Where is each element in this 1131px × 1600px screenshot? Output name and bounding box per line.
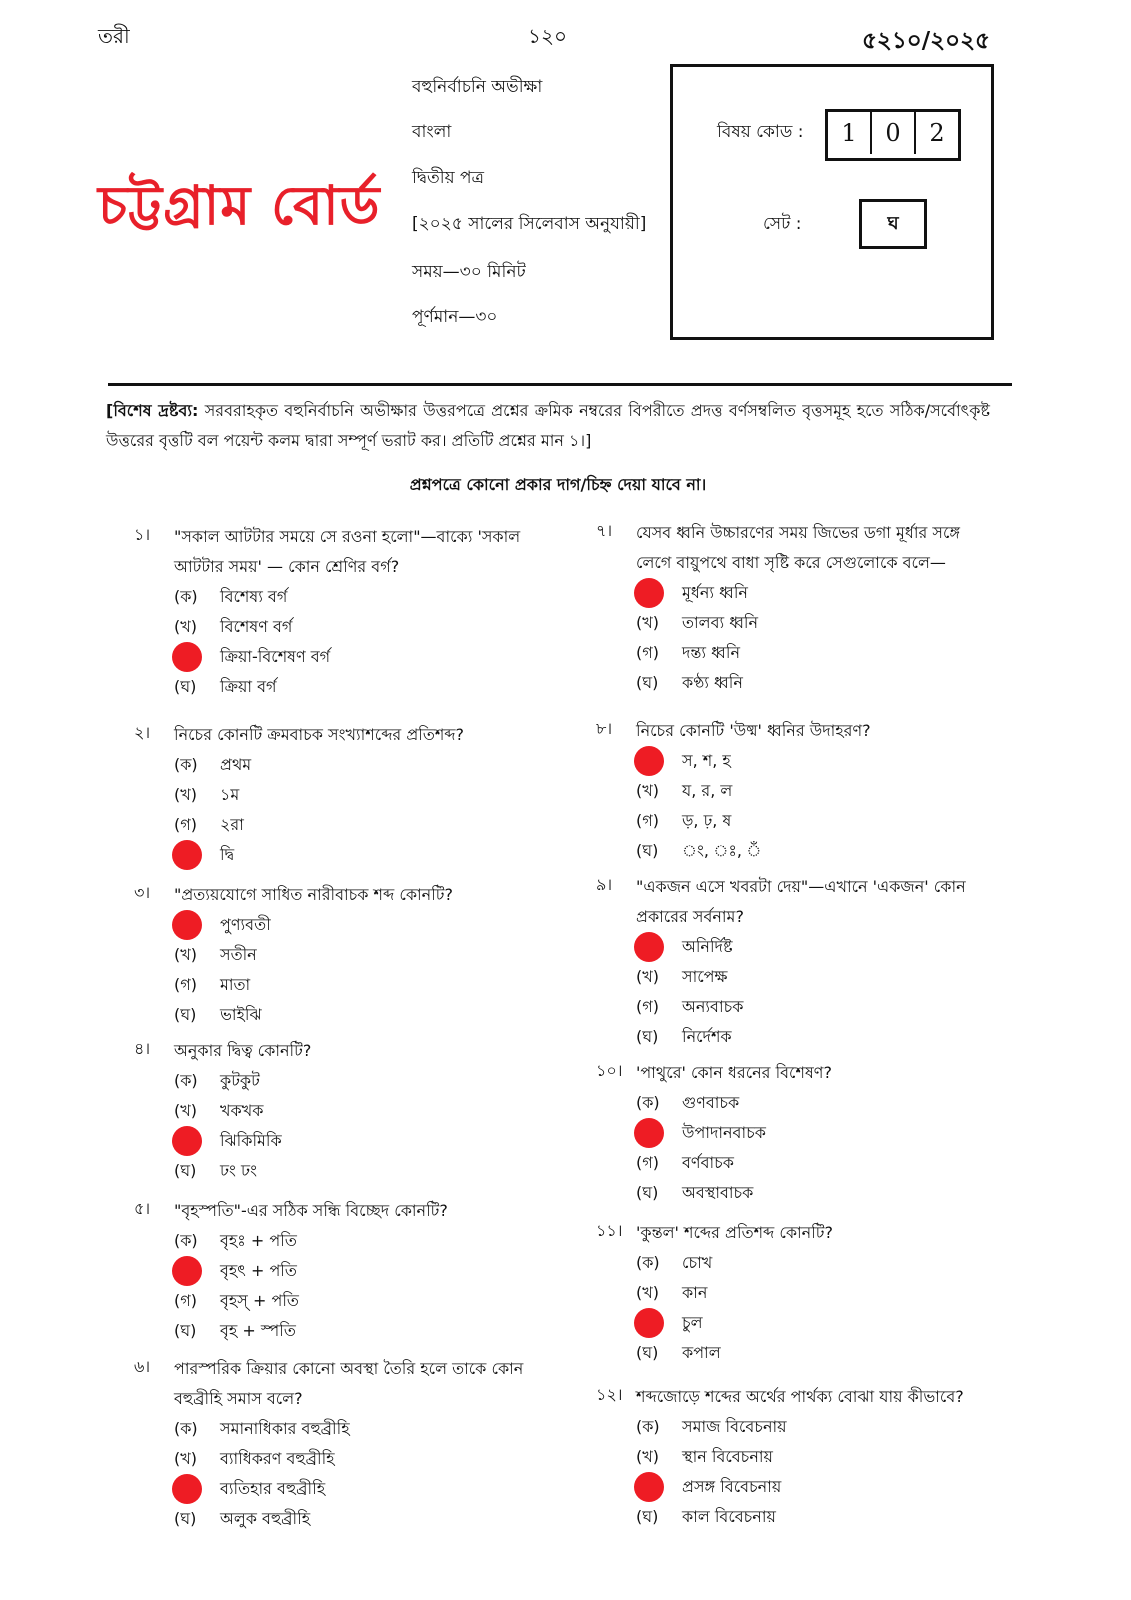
answer-filled-circle — [634, 1118, 664, 1148]
board-title: চট্টগ্রাম বোর্ড — [98, 174, 381, 237]
option-list — [636, 1088, 996, 1208]
option — [636, 608, 996, 638]
option-label: (খ) — [636, 781, 659, 800]
question-number: ৭। — [596, 521, 613, 540]
set-label: সেট : — [763, 214, 802, 234]
option-label: (খ) — [636, 1283, 659, 1302]
option — [174, 1156, 524, 1186]
option-text: অন্যবাচক — [682, 997, 744, 1016]
option — [174, 582, 524, 612]
option-list — [174, 582, 524, 702]
option-label: (ক) — [174, 1231, 198, 1250]
question — [134, 522, 524, 702]
option-label: (ঘ) — [174, 1161, 197, 1180]
option-text: কপাল — [682, 1343, 721, 1362]
option-label: (ক) — [174, 755, 198, 774]
question-text: নিচের কোনটি ক্রমবাচক সংখ্যাশব্দের প্রতিশব্দ? — [174, 725, 465, 744]
option — [636, 1442, 996, 1472]
question-text: 'কুন্তল' শব্দের প্রতিশব্দ কোনটি? — [636, 1223, 834, 1242]
option-label: (ক) — [174, 587, 198, 606]
question-text: অনুকার দ্বিত্ব কোনটি? — [174, 1041, 312, 1060]
option — [174, 970, 524, 1000]
option-text: দন্ত্য ধ্বনি — [682, 643, 741, 662]
option-list — [174, 910, 524, 1030]
option-list — [636, 1412, 996, 1532]
option-label: (গ) — [174, 975, 197, 994]
option-text: কাল বিবেচনায় — [682, 1507, 776, 1526]
option — [636, 1088, 996, 1118]
option-label: (ঘ) — [174, 1509, 197, 1528]
option-text: সমাজ বিবেচনায় — [682, 1417, 787, 1436]
option — [174, 1504, 524, 1534]
option-text: ড়, ঢ়, ষ — [682, 811, 732, 830]
option-list — [636, 578, 996, 698]
option — [636, 1248, 996, 1278]
set-value: ঘ — [859, 199, 927, 249]
option — [636, 1278, 996, 1308]
option-text: ব্যাধিকরণ বহুব্রীহি — [220, 1449, 335, 1468]
option — [636, 668, 996, 698]
option — [636, 776, 996, 806]
option-text: সাপেক্ষ — [682, 967, 728, 986]
exam-subject: বাংলা — [412, 122, 452, 142]
option — [636, 1412, 996, 1442]
option-list — [174, 1226, 524, 1346]
option-label: (খ) — [174, 1101, 197, 1120]
option-label: (খ) — [636, 967, 659, 986]
question — [596, 872, 996, 1052]
answer-filled-circle — [634, 1308, 664, 1338]
option — [174, 1096, 524, 1126]
option — [174, 1226, 524, 1256]
option — [636, 806, 996, 836]
option — [636, 746, 996, 776]
header-left: তরী — [98, 24, 130, 48]
option-label: (ক) — [174, 1419, 198, 1438]
option — [636, 1502, 996, 1532]
answer-filled-circle — [172, 1474, 202, 1504]
option-text: ক্রিয়া-বিশেষণ বর্গ — [220, 647, 331, 666]
option — [174, 1414, 524, 1444]
option — [174, 1256, 524, 1286]
option — [636, 836, 996, 866]
option — [174, 1126, 524, 1156]
option-text: ব্যতিহার বহুব্রীহি — [220, 1479, 326, 1498]
option-label: (খ) — [174, 785, 197, 804]
option-text: ২রা — [220, 815, 244, 834]
instructions-label: [বিশেষ দ্রষ্টব্য: — [106, 401, 199, 420]
option — [174, 910, 524, 940]
question-number: ১২। — [596, 1385, 623, 1404]
option — [636, 1022, 996, 1052]
option-text: কুটকুট — [220, 1071, 260, 1090]
option-label: (গ) — [636, 997, 659, 1016]
question-text: "সকাল আটটার সময়ে সে রওনা হলো"—বাক্যে 'সকাল আটটার সময়' — কোন শ্রেণির বর্গ? — [174, 527, 521, 576]
option — [174, 642, 524, 672]
option — [174, 810, 524, 840]
exam-full-marks: পূর্ণমান—৩০ — [412, 307, 498, 327]
option — [174, 1444, 524, 1474]
option-label: (ক) — [636, 1093, 660, 1112]
subject-code-digit: 1 — [828, 112, 872, 154]
option-text: বিশেষণ বর্গ — [220, 617, 293, 636]
option-text: অবস্থাবাচক — [682, 1183, 754, 1202]
question-number: ৮। — [596, 719, 613, 738]
option-text: ১ম — [220, 785, 240, 804]
option — [636, 1472, 996, 1502]
option — [636, 578, 996, 608]
page-number: ১২০ — [528, 24, 567, 48]
option-label: (ক) — [174, 1071, 198, 1090]
option — [174, 612, 524, 642]
option-text: দ্বি — [220, 845, 235, 864]
answer-filled-circle — [634, 746, 664, 776]
question-number: ১১। — [596, 1221, 623, 1240]
option-text: নির্দেশক — [682, 1027, 732, 1046]
option — [636, 1338, 996, 1368]
option — [636, 638, 996, 668]
option-text: কান — [682, 1283, 708, 1302]
option-label: (ঘ) — [174, 1321, 197, 1340]
question — [134, 1196, 524, 1346]
option-text: স্থান বিবেচনায় — [682, 1447, 773, 1466]
option-text: পুণ্যবতী — [220, 915, 271, 934]
option-label: (ঘ) — [636, 841, 659, 860]
exam-paper: দ্বিতীয় পত্র — [412, 168, 485, 188]
option-text: চুল — [682, 1313, 703, 1332]
exam-type: বহুনির্বাচনি অভীক্ষা — [412, 77, 543, 97]
option-text: য, র, ল — [682, 781, 733, 800]
option-text: বৃহ + স্পতি — [220, 1321, 296, 1340]
option-text: সতীন — [220, 945, 257, 964]
option — [636, 992, 996, 1022]
option-text: অনির্দিষ্ট — [682, 937, 733, 956]
question-text: "প্রত্যয়যোগে সাধিত নারীবাচক শব্দ কোনটি? — [174, 885, 453, 904]
option-text: মূর্ধন্য ধ্বনি — [682, 583, 748, 602]
option-label: (ক) — [636, 1253, 660, 1272]
question — [134, 720, 524, 870]
option-text: ং, ঃ, ঁ — [682, 841, 762, 860]
question-text: যেসব ধ্বনি উচ্চারণের সময় জিভের ডগা মূর্ধার সঙ্গে লেগে বায়ুপথে বাধা সৃষ্টি করে সেগুলোকে বলে— — [636, 523, 961, 572]
divider — [108, 383, 1012, 386]
option-text: বিশেষ্য বর্গ — [220, 587, 288, 606]
question — [134, 1354, 524, 1534]
question — [596, 1218, 996, 1368]
question — [596, 716, 996, 866]
option-label: (ঘ) — [636, 1183, 659, 1202]
option-text: ক্রিয়া বর্গ — [220, 677, 277, 696]
question-code: ৫২১০/২০২৫ — [862, 28, 990, 54]
option-label: (গ) — [174, 1291, 197, 1310]
option-label: (গ) — [636, 811, 659, 830]
exam-time: সময়—৩০ মিনিট — [412, 262, 526, 282]
option-label: (খ) — [174, 617, 197, 636]
question — [596, 1058, 996, 1208]
option — [174, 1066, 524, 1096]
option-list — [174, 1414, 524, 1534]
instructions — [106, 396, 990, 456]
option-text: স, শ, হ — [682, 751, 731, 770]
answer-filled-circle — [172, 1256, 202, 1286]
answer-filled-circle — [634, 932, 664, 962]
option — [636, 962, 996, 992]
option-text: ঝিকিমিকি — [220, 1131, 282, 1150]
subject-code-digit: 2 — [929, 119, 945, 147]
option-label: (খ) — [636, 1447, 659, 1466]
option — [636, 932, 996, 962]
option — [174, 1316, 524, 1346]
code-box — [670, 64, 994, 340]
option-list — [636, 746, 996, 866]
option-list — [174, 1066, 524, 1186]
question-number: ৩। — [134, 883, 151, 902]
option — [174, 1000, 524, 1030]
question-number: ১০। — [596, 1061, 623, 1080]
option-label: (ঘ) — [174, 1005, 197, 1024]
instructions-text: সরবরাহকৃত বহুনির্বাচনি অভীক্ষার উত্তরপত্রে প্রশ্নের ক্রমিক নম্বরের বিপরীতে প্রদত্ত বর্ণসম্বলিত বৃত্তসমূহ হতে সঠিক/সর্বোৎকৃষ্ট উত্তরের বৃত্তটি বল পয়েন্ট কলম দ্বারা সম্পূর্ণ ভরাট কর। প্রতিটি প্রশ্নের মান ১।] — [106, 401, 990, 450]
option-text: বৃহঃ + পতি — [220, 1231, 297, 1250]
option-label: (ঘ) — [636, 1343, 659, 1362]
option-text: কণ্ঠ্য ধ্বনি — [682, 673, 743, 692]
option — [636, 1178, 996, 1208]
option-text: প্রথম — [220, 755, 252, 774]
option — [174, 750, 524, 780]
option-label: (ক) — [636, 1417, 660, 1436]
option — [636, 1118, 996, 1148]
subject-code-label: বিষয় কোড : — [717, 122, 804, 142]
marking-warning: প্রশ্নপত্রে কোনো প্রকার দাগ/চিহ্ন দেয়া যাবে না। — [409, 475, 707, 494]
option-text: চোখ — [682, 1253, 713, 1272]
question-text: পারস্পরিক ক্রিয়ার কোনো অবস্থা তৈরি হলে তাকে কোন বহুব্রীহি সমাস বলে? — [174, 1359, 524, 1408]
option — [174, 1286, 524, 1316]
option-label: (খ) — [174, 945, 197, 964]
option-text: ভাইঝি — [220, 1005, 262, 1024]
answer-filled-circle — [634, 578, 664, 608]
option — [636, 1308, 996, 1338]
question — [134, 1036, 524, 1186]
option-label: (ঘ) — [636, 1507, 659, 1526]
option — [636, 1148, 996, 1178]
question-number: ৫। — [134, 1199, 151, 1218]
option-text: প্রসঙ্গ বিবেচনায় — [682, 1477, 782, 1496]
option-label: (খ) — [174, 1449, 197, 1468]
option-label: (গ) — [174, 815, 197, 834]
option-text: বৃহৎ + পতি — [220, 1261, 297, 1280]
subject-code-cells — [825, 109, 961, 161]
option-text: তালব্য ধ্বনি — [682, 613, 759, 632]
subject-code-digit: 0 — [872, 112, 916, 154]
question — [134, 880, 524, 1030]
question-text: 'পাথুরে' কোন ধরনের বিশেষণ? — [636, 1063, 832, 1082]
option-text: বর্ণবাচক — [682, 1153, 734, 1172]
answer-filled-circle — [634, 1472, 664, 1502]
option-label: (গ) — [636, 643, 659, 662]
question-number: ১। — [134, 525, 151, 544]
option-text: বৃহস্ + পতি — [220, 1291, 299, 1310]
option-text: গুণবাচক — [682, 1093, 740, 1112]
option-text: খকখক — [220, 1101, 264, 1120]
exam-syllabus: [২০২৫ সালের সিলেবাস অনুযায়ী] — [412, 214, 647, 234]
option-label: (খ) — [636, 613, 659, 632]
option-list — [636, 932, 996, 1052]
question-text: "একজন এসে খবরটা দেয়"—এখানে 'একজন' কোন প্রকারের সর্বনাম? — [636, 877, 966, 926]
question-text: শব্দজোড়ে শব্দের অর্থের পার্থক্য বোঝা যায় কীভাবে? — [636, 1387, 964, 1406]
option-text: সমানাধিকার বহুব্রীহি — [220, 1419, 350, 1438]
option — [174, 672, 524, 702]
question-number: ২। — [134, 723, 151, 742]
option-label: (ঘ) — [636, 673, 659, 692]
option-text: অলুক বহুব্রীহি — [220, 1509, 311, 1528]
question-number: ৪। — [134, 1039, 151, 1058]
option-label: (গ) — [636, 1153, 659, 1172]
answer-filled-circle — [172, 642, 202, 672]
option-label: (ঘ) — [636, 1027, 659, 1046]
option-list — [174, 750, 524, 870]
option — [174, 940, 524, 970]
answer-filled-circle — [172, 910, 202, 940]
option-text: ঢং ঢং — [220, 1161, 257, 1180]
answer-filled-circle — [172, 840, 202, 870]
question — [596, 518, 996, 698]
option-text: মাতা — [220, 975, 251, 994]
question-number: ৯। — [596, 875, 613, 894]
question-text: নিচের কোনটি 'উষ্ম' ধ্বনির উদাহরণ? — [636, 721, 871, 740]
option — [174, 1474, 524, 1504]
question — [596, 1382, 996, 1532]
question-text: "বৃহস্পতি"-এর সঠিক সন্ধি বিচ্ছেদ কোনটি? — [174, 1201, 448, 1220]
option-list — [636, 1248, 996, 1368]
answer-filled-circle — [172, 1126, 202, 1156]
option — [174, 840, 524, 870]
option-text: উপাদানবাচক — [682, 1123, 766, 1142]
question-number: ৬। — [134, 1357, 151, 1376]
option-label: (ঘ) — [174, 677, 197, 696]
option — [174, 780, 524, 810]
